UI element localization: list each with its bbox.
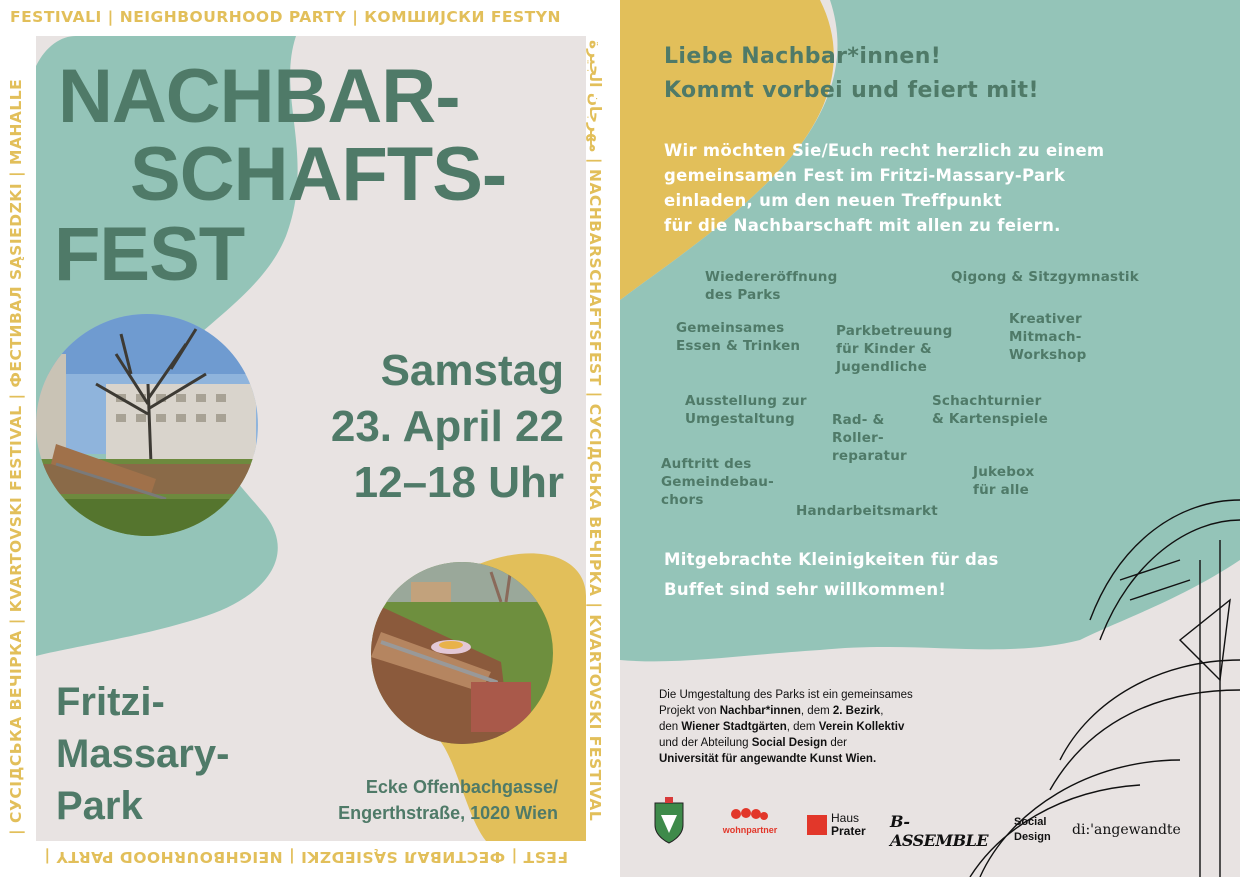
greeting-line-2: Kommt vorbei und feiert mit! xyxy=(664,78,1039,103)
activity-chess: Schachturnier & Kartenspiele xyxy=(932,393,1048,427)
credits-line-3: den Wiener Stadtgärten, dem Verein Kollektiv xyxy=(659,721,905,733)
address-line-1: Ecke Offenbachgasse/ xyxy=(365,777,558,797)
haus-prater-logo xyxy=(807,812,877,842)
address-line-2: Engerthstraße, 1020 Wien xyxy=(338,803,558,823)
front-page xyxy=(0,0,612,877)
back-page xyxy=(620,0,1240,877)
assemble-logo xyxy=(890,812,990,850)
angewandte-label: di:'angewandte xyxy=(1072,822,1181,838)
activity-choir: Auftritt des Gemeindebau- chors xyxy=(661,456,774,508)
credits-line-1: Die Umgestaltung des Parks ist ein gemeinsames xyxy=(659,689,913,701)
activity-bike-repair: Rad- & Roller- reparatur xyxy=(832,412,907,464)
park-name-line-3: Park xyxy=(56,784,143,828)
buffet-note xyxy=(664,545,999,605)
event-time: 12–18 Uhr xyxy=(353,458,564,507)
angewandte-logo xyxy=(1072,822,1182,842)
project-credits xyxy=(659,687,913,767)
park-name-line-2: Massary- xyxy=(56,732,230,776)
title-line-1: NACHBAR- xyxy=(58,54,460,139)
assemble-label: B-ASSEMBLE xyxy=(890,812,989,850)
activity-jukebox: Jukebox für alle xyxy=(973,464,1035,498)
invite-line-3: einladen, um den neuen Treffpunkt xyxy=(664,191,1002,210)
social-design-line-2: Design xyxy=(1014,831,1051,843)
title-line-3: FEST xyxy=(54,212,245,297)
greeting xyxy=(664,40,1039,108)
park-name-line-1: Fritzi- xyxy=(56,680,165,724)
haus-prater-icon xyxy=(807,815,827,835)
social-design-line-1: Social xyxy=(1014,816,1047,828)
activity-childcare: Parkbetreuung für Kinder & Jugendliche xyxy=(836,323,953,375)
activity-craft-market: Handarbeitsmarkt xyxy=(796,503,938,519)
credits-line-4: und der Abteilung Social Design der xyxy=(659,737,847,749)
border-text-top: FESTIVALI | NEIGHBOURHOOD PARTY | КОМШИЈСКИ FESTYN xyxy=(10,8,561,26)
activity-qigong: Qigong & Sitzgymnastik xyxy=(951,269,1139,285)
title-line-2: SCHAFTS- xyxy=(130,132,507,217)
invite-line-4: für die Nachbarschaft mit allen zu feiern. xyxy=(664,216,1061,235)
invitation-text xyxy=(664,138,1104,238)
social-design-logo xyxy=(1014,815,1064,845)
event-day: Samstag xyxy=(380,346,564,395)
address-block xyxy=(258,774,558,826)
border-text-bottom: FEST | ФЕСТИВАЛ SĄSIEDZKI | NEIGHBOURHOOD PARTY | xyxy=(44,848,568,866)
park-photo-bench xyxy=(371,562,553,744)
wohnpartner-logo xyxy=(720,806,780,836)
activity-food: Gemeinsames Essen & Trinken xyxy=(676,320,801,354)
border-text-left: | CУСІДСЬКА ВЕЧІРКА | KVARTOVSKI FESTIVAL | ФЕСТИВАЛ SĄSIEDZKI | MAHALLE xyxy=(7,78,25,835)
activity-reopening: Wiedereröffnung des Parks xyxy=(705,269,838,303)
border-text-right: مهرجان الجيرة | NACHBARSCHAFTSFEST | CУСІДСЬКА ВЕЧІРКА | KVARTOVSKI FESTIVAL xyxy=(586,40,604,822)
event-date: 23. April 22 xyxy=(330,402,564,451)
activity-exhibition: Ausstellung zur Umgestaltung xyxy=(685,393,807,427)
poster-area xyxy=(36,36,586,841)
credits-line-5: Universität für angewandte Kunst Wien. xyxy=(659,753,877,765)
activity-workshop: Kreativer Mitmach- Workshop xyxy=(1009,311,1087,363)
invite-line-1: Wir möchten Sie/Euch recht herzlich zu einem xyxy=(664,141,1105,160)
haus-prater-line-2: Prater xyxy=(831,824,866,838)
greeting-line-1: Liebe Nachbar*innen! xyxy=(664,44,942,69)
event-date-block xyxy=(204,343,564,511)
buffet-line-2: Buffet sind sehr willkommen! xyxy=(664,580,947,599)
haus-prater-line-1: Haus xyxy=(831,811,860,825)
credits-line-2: Projekt von Nachbar*innen, dem 2. Bezirk, xyxy=(659,705,884,717)
buffet-line-1: Mitgebrachte Kleinigkeiten für das xyxy=(664,550,999,569)
district-coat-of-arms-logo xyxy=(651,795,687,847)
park-name xyxy=(56,676,229,832)
invite-line-2: gemeinsamen Fest im Fritzi-Massary-Park xyxy=(664,166,1066,185)
wohnpartner-label: wohnpartner xyxy=(722,825,778,835)
